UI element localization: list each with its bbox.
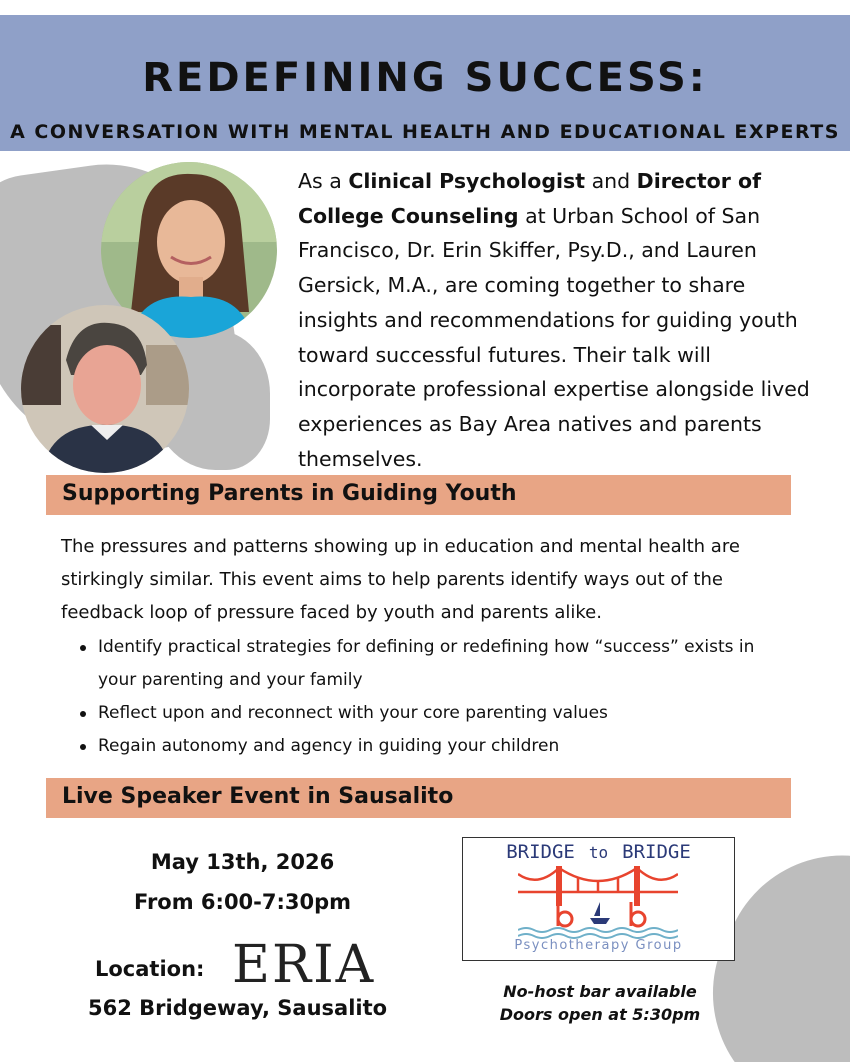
bridge-to-bridge-logo	[462, 837, 735, 961]
section-heading-band	[46, 475, 791, 515]
doors-open-note: Doors open at 5:30pm	[499, 1005, 701, 1024]
bridge-icon	[518, 864, 678, 939]
event-date: May 13th, 2026	[150, 850, 335, 874]
intro-paragraph: As a Clinical Psychologist and Director of College Counseling at Urban School of San Francisco, Dr. Erin Skiffer, Psy.D., and Lauren Gersick, M.A., are coming together to share insights and recommendations for guiding youth toward successful futures. Their talk will incorporate professional expertise alongside lived experiences as Bay Area natives and parents themselves.	[298, 169, 810, 471]
role-college-counseling-director: Director of College Counseling	[298, 169, 762, 228]
section-body-text: The pressures and patterns showing up in education and mental health are stirkingly similar. This event aims to help parents identify ways out of the feedback loop of pressure faced by youth and parents alike.	[61, 536, 740, 623]
goals-list	[78, 631, 778, 763]
list-item: Identify practical strategies for defining or redefining how “success” exists in your parenting and your family	[78, 631, 778, 697]
no-host-bar-note: No-host bar available	[503, 982, 697, 1001]
header-banner	[0, 15, 850, 151]
section-heading-band	[46, 778, 791, 818]
role-clinical-psychologist: Clinical Psychologist	[348, 169, 586, 193]
section-heading-live-event: Live Speaker Event in Sausalito	[62, 784, 454, 809]
page-subtitle: A CONVERSATION WITH MENTAL HEALTH AND EDUCATIONAL EXPERTS	[10, 121, 840, 143]
venue-logo: ERIA	[232, 935, 376, 995]
section-heading-supporting-parents: Supporting Parents in Guiding Youth	[62, 481, 517, 506]
speaker-photo-lauren	[21, 305, 189, 473]
list-item: Reflect upon and reconnect with your core parenting values	[78, 697, 778, 730]
page-title: REDEFINING SUCCESS:	[142, 55, 708, 101]
logo-wordmark: BRIDGE to BRIDGE	[506, 841, 691, 863]
logo-tagline: Psychotherapy Group	[514, 938, 683, 953]
venue-address: 562 Bridgeway, Sausalito	[88, 996, 388, 1020]
event-time: From 6:00-7:30pm	[133, 890, 352, 914]
list-item: Regain autonomy and agency in guiding your children	[78, 730, 778, 763]
location-label: Location:	[95, 957, 205, 981]
